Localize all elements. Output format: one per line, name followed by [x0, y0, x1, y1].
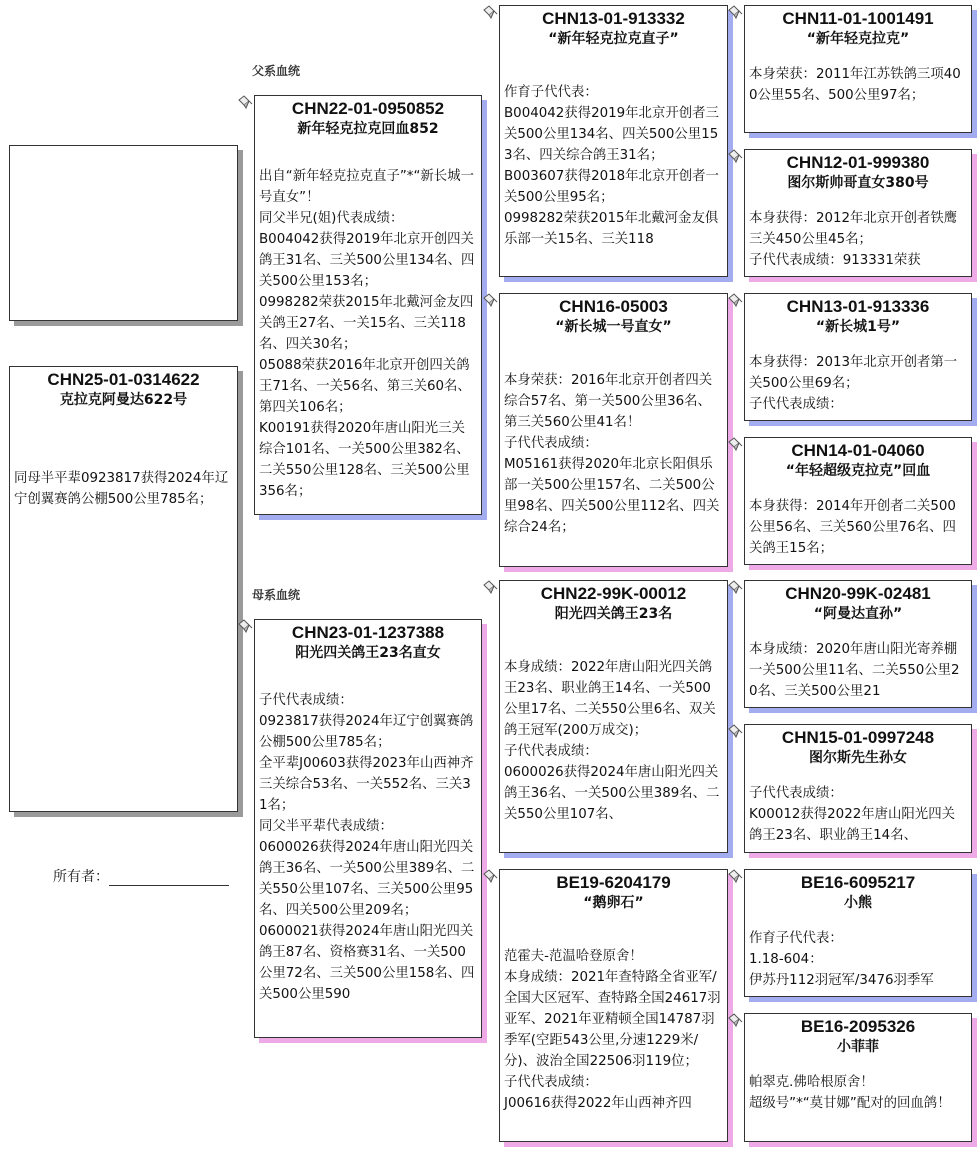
- edit-icon[interactable]: [237, 94, 253, 108]
- pigeon-notes: 本身获得：2013年北京开创者第一关500公里69名； 子代代表成绩：: [749, 355, 958, 412]
- ancestor-card[interactable]: [744, 5, 972, 133]
- pigeon-name: 新年轻克拉克回血852: [297, 121, 439, 137]
- pigeon-notes: 本身获得：2014年开创者二关500公里56名、三关560公里76名、四关鸽王15名；: [749, 499, 956, 556]
- pigeon-name: “新长城一号直女”: [555, 319, 672, 335]
- pigeon-notes: 本身成绩：2020年唐山阳光寄养棚一关500公里11名、二关550公里20名、三关500公里21: [749, 642, 960, 699]
- ancestor-card[interactable]: [499, 5, 728, 277]
- pigeon-name: “鹅卵石”: [583, 895, 644, 911]
- dam-line-label: 母系血统: [252, 588, 301, 602]
- pigeon-notes: 出自“新年轻克拉克直子”*“新长城一号直女”！ 同父半兄(姐)代表成绩： B004042获得2019年北京开创四关鸽王31名、三关500公里134名、四关500公里153名； 0998282荣获2015年北戴河金友四关鸽王27名、一关15名、三关118名、四关30名； 05088荣获2016年北京开创四关鸽王71名、一关56名、第三关60名、第四关106名； K00191获得2020年唐山阳光三关综合101名、一关500公里382名、二关550公里128名、三关500公里356名；: [259, 169, 475, 499]
- edit-icon[interactable]: [482, 579, 498, 593]
- ancestor-card[interactable]: [499, 869, 728, 1142]
- pigeon-name: “新长城1号”: [815, 319, 901, 335]
- pigeon-notes: 本身荣获：2016年北京开创者四关综合57名、第一关500公里36名、第三关560公里41名！ 子代代表成绩： M05161获得2020年北京长阳俱乐部一关500公里157名、二关500公里98名、四关500公里112名、四关综合24名；: [504, 373, 720, 535]
- ring-number: CHN25-01-0314622: [47, 370, 200, 389]
- pigeon-name: 阳光四关鸽王23名: [554, 606, 673, 622]
- pigeon-name: “阿曼达直孙”: [813, 606, 903, 622]
- pigeon-notes: 子代代表成绩： K00012获得2022年唐山阳光四关鸽王23名、职业鸽王14名、: [749, 786, 955, 843]
- ring-number: CHN22-01-0950852: [291, 99, 445, 118]
- ancestor-card[interactable]: [744, 724, 972, 853]
- owner-label: 所有者：: [53, 869, 109, 885]
- edit-icon[interactable]: [482, 4, 498, 18]
- sire-card[interactable]: [254, 95, 482, 515]
- ring-number: CHN22-99K-00012: [540, 584, 687, 603]
- edit-icon[interactable]: [727, 148, 743, 162]
- ring-number: CHN15-01-0997248: [781, 728, 935, 747]
- edit-icon[interactable]: [727, 292, 743, 306]
- pigeon-name: 小熊: [844, 895, 872, 911]
- edit-icon[interactable]: [727, 723, 743, 737]
- pigeon-name: 克拉克阿曼达622号: [59, 392, 188, 408]
- subject-pigeon-card[interactable]: [9, 366, 238, 812]
- pigeon-notes: 本身获得：2012年北京开创者铁鹰三关450公里45名； 子代代表成绩：913331荣获: [749, 211, 958, 268]
- pigeon-notes: 本身成绩：2022年唐山阳光四关鸽王23名、职业鸽王14名、一关500公里17名、二关550公里6名、双关鸽王冠军(200万成交)； 子代代表成绩： 0600026获得2024年唐山阳光四关鸽王36名、一关500公里389名、二关550公里107名、: [504, 660, 720, 822]
- pigeon-name: “新年轻克拉克直子”: [548, 31, 679, 47]
- photo-placeholder: [9, 145, 238, 321]
- edit-icon[interactable]: [727, 1012, 743, 1026]
- pigeon-name: 图尔斯帅哥直女380号: [787, 175, 929, 191]
- ring-number: BE16-2095326: [800, 1017, 916, 1036]
- dam-card[interactable]: [254, 619, 482, 1038]
- pigeon-notes: 同母半平辈0923817获得2024年辽宁创翼赛鸽公棚500公里785名；: [14, 471, 229, 507]
- pigeon-notes: 作育子代代表： 1.18-604： 伊苏丹112羽冠军/3476羽季军: [749, 931, 934, 988]
- edit-icon[interactable]: [727, 436, 743, 450]
- ring-number: CHN23-01-1237388: [291, 623, 445, 642]
- pigeon-name: “年轻超级克拉克”回血: [785, 463, 931, 479]
- ancestor-card[interactable]: [744, 437, 972, 565]
- edit-icon[interactable]: [727, 868, 743, 882]
- ring-number: CHN16-05003: [559, 297, 668, 316]
- pigeon-name: 阳光四关鸽王23名直女: [295, 645, 441, 661]
- ring-number: CHN12-01-999380: [786, 153, 930, 172]
- sire-line-label: 父系血统: [252, 64, 301, 78]
- ring-number: BE16-6095217: [800, 873, 916, 892]
- ring-number: BE19-6204179: [556, 873, 671, 892]
- pigeon-notes: 帕翠克.佛哈根原舍！ 超级号”*“莫甘娜”配对的回血鸽！: [749, 1075, 951, 1111]
- ancestor-card[interactable]: [499, 293, 728, 567]
- ancestor-card[interactable]: [744, 1013, 972, 1142]
- ancestor-card[interactable]: [744, 580, 972, 708]
- edit-icon[interactable]: [482, 868, 498, 882]
- pigeon-notes: 范霍夫-范温哈登原舍！ 本身成绩：2021年查特路全省亚军/全国大区冠军、查特路全国24617羽亚军、2021年亚精顿全国14787羽季军(空距543公里,分速1229米/分)、波治全国22506羽119位； 子代代表成绩： J00616获得2022年山西神齐四: [504, 949, 721, 1111]
- ring-number: CHN13-01-913336: [786, 297, 930, 316]
- ancestor-card[interactable]: [744, 293, 972, 421]
- ancestor-card[interactable]: [499, 580, 728, 853]
- ancestor-card[interactable]: [744, 149, 972, 277]
- pigeon-name: 小菲菲: [837, 1039, 879, 1055]
- ring-number: CHN14-01-04060: [791, 441, 925, 460]
- ring-number: CHN13-01-913332: [542, 9, 685, 28]
- ancestor-card[interactable]: [744, 869, 972, 997]
- ring-number: CHN11-01-1001491: [782, 9, 934, 28]
- pigeon-name: 图尔斯先生孙女: [809, 750, 907, 766]
- edit-icon[interactable]: [727, 4, 743, 18]
- pigeon-notes: 作育子代代表： B004042获得2019年北京开创者三关500公里134名、四关500公里153名、四关综合鸽王31名； B003607获得2018年北京开创者一关500公里95名； 0998282荣获2015年北戴河金友俱乐部一关15名、三关118: [504, 85, 719, 247]
- ring-number: CHN20-99K-02481: [785, 584, 931, 603]
- owner-line[interactable]: [109, 869, 229, 886]
- pigeon-notes: 子代代表成绩： 0923817获得2024年辽宁创翼赛鸽公棚500公里785名； 全平辈J00603获得2023年山西神齐三关综合53名、一关552名、三关31名； 同父半平辈代表成绩： 0600026获得2024年唐山阳光四关鸽王36名、一关500公里389名、二关550公里107名、三关500公里95名、四关500公里209名； 0600021获得2024年唐山阳光四关鸽王87名、资格赛31名、一关500公里72名、三关500公里158名、四关500公里590: [259, 693, 475, 1002]
- edit-icon[interactable]: [727, 579, 743, 593]
- pigeon-name: “新年轻克拉克”: [806, 31, 910, 47]
- owner-field[interactable]: [53, 866, 229, 886]
- edit-icon[interactable]: [237, 618, 253, 632]
- pigeon-notes: 本身荣获：2011年江苏铁鸽三项400公里55名、500公里97名；: [749, 67, 961, 103]
- edit-icon[interactable]: [482, 292, 498, 306]
